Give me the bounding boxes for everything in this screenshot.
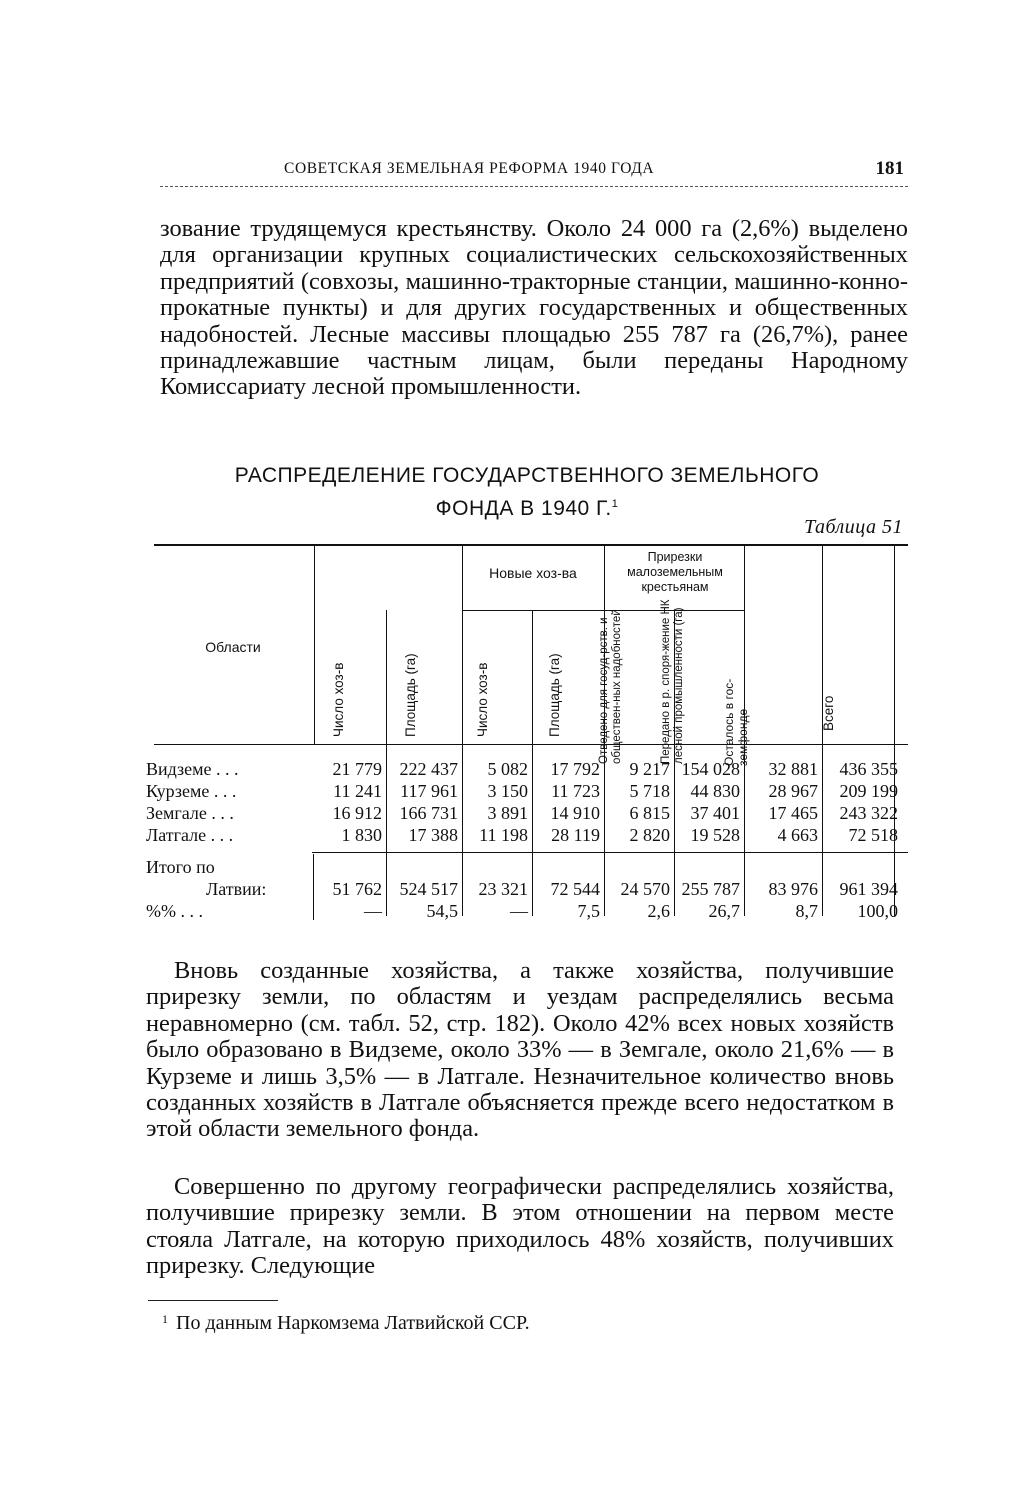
cell-area-new: 117 961 [400, 781, 458, 801]
total-cell-total: 961 394 [839, 879, 898, 899]
percent-cell-state: 2,6 [647, 901, 670, 921]
footnote [162, 1312, 530, 1335]
paragraph-1: зование трудящемуся крестьянству. Около 24 000 га (2,6%) выделено для организации крупных социалистических сельскохозяйственных предприятий (совхозы, машинно-тракторные станции, машинно-конно-прокатные пункты) и для других государственных и общественных надобностей. Лесные массивы площадью 255 787 га (26,7%), ранее принадлежавшие частным лицам, были переданы Народному Комиссариату лесной промышленности. [160, 215, 908, 401]
header-count-added: Число хоз-в [475, 662, 490, 737]
cell-forest: 154 028 [681, 759, 740, 779]
cell-area-new: 17 388 [408, 825, 458, 845]
table-title-footnote-mark: 1 [611, 498, 619, 510]
cell-count-new: 16 912 [332, 803, 382, 823]
total-cell-count-added: 23 321 [478, 879, 528, 899]
table-title [160, 462, 894, 523]
data-table [146, 544, 908, 920]
cell-count-added: 3 150 [487, 781, 528, 801]
footnote-text: По данным Наркомзема Латвийской ССР. [176, 1312, 530, 1334]
total-cell-forest: 255 787 [681, 879, 740, 899]
cell-count-added: 3 891 [487, 803, 528, 823]
cell-state: 2 820 [629, 825, 670, 845]
header-area-added: Площадь (га) [547, 653, 562, 737]
percent-cell-area-new: 54,5 [426, 901, 458, 921]
cell-state: 9 217 [629, 759, 670, 779]
cell-area-new: 222 437 [399, 759, 458, 779]
percent-cell-total: 100,0 [857, 901, 898, 921]
percent-label: %% . . . [146, 901, 203, 921]
cell-area-added: 17 792 [550, 759, 600, 779]
row-region-name: Латгале . . . [146, 825, 234, 845]
cell-remain: 17 465 [768, 803, 818, 823]
cell-area-new: 166 731 [399, 803, 458, 823]
header-group-added: Прирезки малоземельным крестьянам [627, 550, 723, 594]
cell-count-added: 11 198 [479, 825, 528, 845]
percent-cell-count-added: — [510, 901, 528, 921]
row-region-name: Курземе . . . [146, 781, 237, 801]
cell-remain: 4 663 [777, 825, 818, 845]
row-region-name: Видземе . . . [146, 759, 239, 779]
total-cell-area-added: 72 544 [550, 879, 600, 899]
paragraph-2: Вновь созданные хозяйства, а также хозяйства, получившие прирезку земли, по областям и уездам распределялись весьма неравномерно (см. табл. 52, стр. 182). Около 42% всех новых хозяйств было образовано в Видземе, около 33% — в Земгале, около 21,6% — в Курземе и лишь 3,5% — в Латгале. Незначительное количество вновь созданных хозяйств в Латгале объясняется прежде всего недостатком в этой области земельного фонда. [146, 957, 894, 1143]
header-rule [160, 186, 908, 187]
total-label-row [146, 856, 908, 878]
table-title-text: ФОНДА В 1940 Г. [435, 497, 612, 520]
table-row [146, 824, 908, 846]
running-title: СОВЕТСКАЯ ЗЕМЕЛЬНАЯ РЕФОРМА 1940 ГОДА [284, 160, 655, 177]
table-title-line-1: РАСПРЕДЕЛЕНИЕ ГОСУДАРСТВЕННОГО ЗЕМЕЛЬНОГО [234, 464, 820, 487]
header-forest: Передано в р. споря-жение НК лесной промышленности (га) [660, 599, 685, 764]
cell-area-added: 14 910 [550, 803, 600, 823]
percent-row [146, 900, 908, 922]
cell-count-new: 1 830 [341, 825, 382, 845]
percent-cell-area-added: 7,5 [577, 901, 600, 921]
cell-state: 6 815 [629, 803, 670, 823]
total-label-2: Латвии: [206, 879, 267, 899]
total-cell-count-new: 51 762 [332, 879, 382, 899]
footnote-mark: 1 [162, 1312, 168, 1326]
cell-area-added: 11 723 [551, 781, 600, 801]
header-count-new: Число хоз-в [331, 662, 346, 737]
percent-cell-count-new: — [364, 901, 382, 921]
header-total: Всего [821, 695, 836, 731]
total-row [146, 878, 908, 900]
cell-forest: 19 528 [690, 825, 740, 845]
cell-count-new: 11 241 [333, 781, 382, 801]
col-rule-region [314, 546, 315, 744]
cell-total: 72 518 [848, 825, 898, 845]
total-label-1: Итого по [146, 857, 215, 877]
table-row [146, 802, 908, 824]
total-cell-remain: 83 976 [768, 879, 818, 899]
header-group-new: Новые хоз-ва [489, 565, 577, 581]
running-header [160, 156, 908, 186]
cell-state: 5 718 [629, 781, 670, 801]
paragraph-3: Совершенно по другому географически распределялись хозяйства, получившие прирезку земли. В этом отношении на первом месте стояла Латгале, на которую приходилось 48% хозяйств, получивших прирезку. Следующие [146, 1173, 894, 1280]
header-region: Области [205, 639, 261, 655]
total-cell-area-new: 524 517 [399, 879, 458, 899]
row-region-name: Земгале . . . [146, 803, 234, 823]
header-bottom-rule [154, 744, 908, 745]
percent-cell-remain: 8,7 [795, 901, 818, 921]
cell-area-added: 28 119 [551, 825, 600, 845]
cell-count-new: 21 779 [332, 759, 382, 779]
cell-forest: 44 830 [690, 781, 740, 801]
header-area-new: Площадь (га) [403, 653, 418, 737]
table-label: Таблица 51 [804, 516, 903, 538]
total-top-rule [312, 852, 908, 853]
group-new-rule [463, 610, 604, 611]
table-title-line-2 [160, 490, 894, 523]
footnote-rule [148, 1300, 278, 1301]
total-cell-state: 24 570 [620, 879, 670, 899]
cell-remain: 28 967 [768, 781, 818, 801]
table-row [146, 780, 908, 802]
cell-total: 243 322 [839, 803, 898, 823]
cell-count-added: 5 082 [487, 759, 528, 779]
table-row [146, 758, 908, 780]
cell-total: 436 355 [839, 759, 898, 779]
page-number: 181 [875, 158, 904, 179]
header-state: Отведено для госуд-рств. и обществен-ных надобностей [598, 609, 623, 764]
cell-remain: 32 881 [768, 759, 818, 779]
cell-total: 209 199 [839, 781, 898, 801]
cell-forest: 37 401 [690, 803, 740, 823]
percent-cell-forest: 26,7 [708, 901, 740, 921]
table-top-rule [154, 544, 908, 546]
header-remain: Осталось в гос-земфонде [722, 678, 750, 766]
